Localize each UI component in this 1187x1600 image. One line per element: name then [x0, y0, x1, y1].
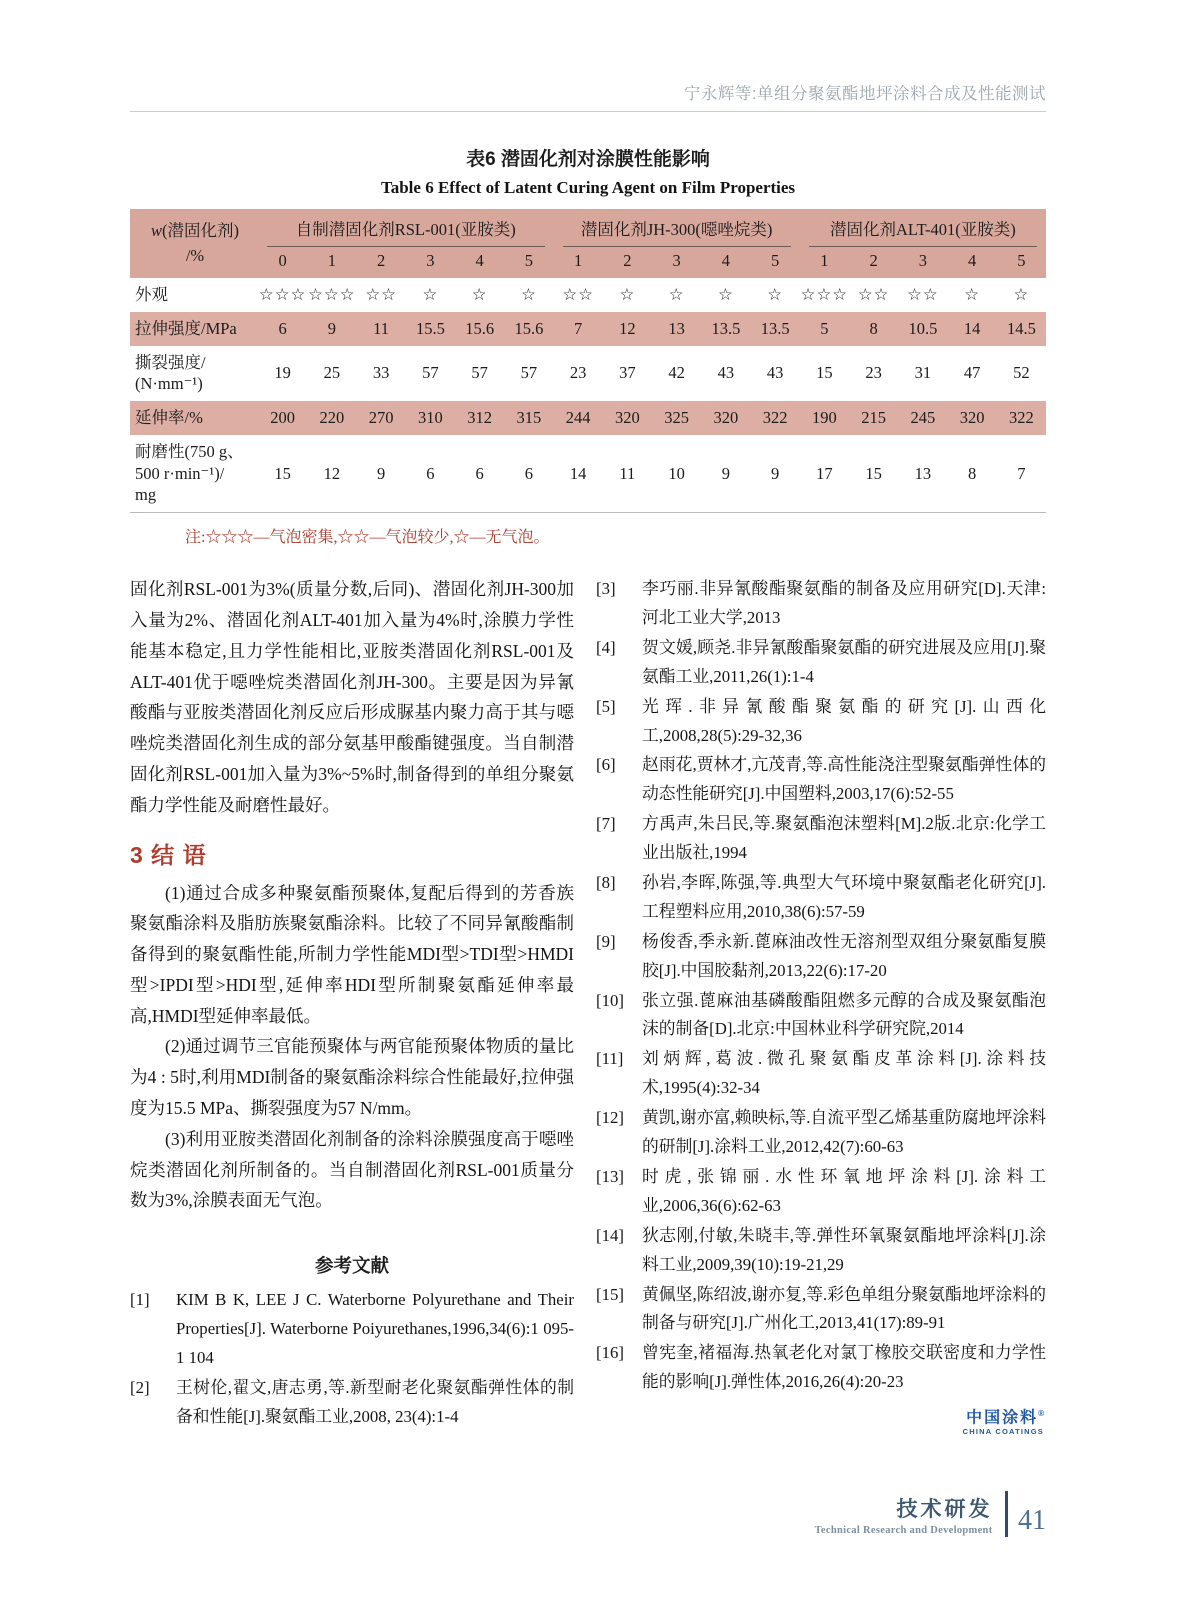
dose-header-cell: 1	[307, 247, 356, 278]
value-cell: 190	[800, 401, 849, 435]
china-coatings-logo	[596, 1409, 1046, 1436]
value-cell: 15	[816, 363, 833, 383]
value-cell: 23	[569, 363, 587, 383]
reference-text: 贺文媛,顾尧.非异氰酸酯聚氨酯的研究进展及应用[J].聚氨酯工业,2011,26(1):1-4	[642, 637, 1046, 686]
dose-header-cell: 2	[357, 247, 406, 278]
value-cell: 11	[619, 463, 636, 483]
reference-item	[596, 928, 1046, 986]
conclusion-paragraph: (1)通过合成多种聚氨酯预聚体,复配后得到的芳香族聚氨酯涂料及脂肪族聚氨酯涂料。比较了不同异氰酸酯制备得到的聚氨酯性能,所制力学性能MDI型>TDI型>HMDI型>IPDI型>HDI型,延伸率HDI型所制聚氨酯延伸率最高,HMDI型延伸率最低。	[130, 882, 574, 1026]
reference-item	[596, 869, 1046, 927]
reference-item	[596, 1281, 1046, 1339]
reference-number: [10]	[596, 990, 624, 1010]
value-cell: ☆☆☆	[308, 285, 356, 304]
value-cell: 57	[471, 363, 488, 383]
reference-item	[596, 1045, 1046, 1103]
value-cell: 9	[307, 312, 356, 346]
dose-header-cell: 2	[849, 247, 898, 278]
reference-item	[596, 1339, 1046, 1397]
value-cell: 11	[357, 312, 406, 346]
group-header-cell	[554, 209, 800, 247]
logo-text-en: CHINA COATINGS	[962, 1426, 1044, 1436]
reference-text: 杨俊香,季永新.蓖麻油改性无溶剂型双组分聚氨酯复膜胶[J].中国胶黏剂,2013,22(6):17-20	[642, 931, 1046, 980]
value-cell: ☆	[964, 285, 981, 304]
value-cell: 7	[1017, 463, 1026, 483]
continued-paragraph: 固化剂RSL-001为3%(质量分数,后同)、潜固化剂JH-300加入量为2%、潜固化剂ALT-401加入量为4%时,涂膜力学性能基本稳定,且力学性能相比,亚胺类潜固化剂RSL-001及ALT-401优于噁唑烷类潜固化剂JH-300。主要是因为异氰酸酯与亚胺类潜固化剂反应后形成脲基内聚力高于其与噁唑烷类潜固化剂生成的部分氨基甲酸酯键强度。当自制潜固化剂RSL-001加入量为3%~5%时,制备得到的单组分聚氨酯力学性能及耐磨性最好。	[130, 579, 574, 815]
reference-item	[596, 810, 1046, 868]
reference-text: 黄凯,谢亦富,赖映标,等.自流平型乙烯基重防腐地坪涂料的研制[J].涂料工业,2012,42(7):60-63	[642, 1108, 1046, 1157]
reference-item	[596, 1163, 1046, 1221]
value-cell: 215	[849, 401, 898, 435]
dose-header-cell: 4	[701, 247, 750, 278]
value-cell: 320	[603, 401, 652, 435]
table-row	[130, 278, 1046, 312]
reference-number: [4]	[596, 637, 616, 657]
value-cell: 312	[455, 401, 504, 435]
reference-text: 赵雨花,贾林才,亢茂青,等.高性能浇注型聚氨酯弹性体的动态性能研究[J].中国塑料,2003,17(6):52-55	[642, 755, 1046, 804]
value-cell: 9	[771, 463, 780, 483]
value-cell: ☆	[471, 285, 488, 304]
reference-number: [3]	[596, 579, 616, 599]
footer-divider	[1005, 1491, 1009, 1537]
value-cell: 310	[406, 401, 455, 435]
reference-item	[596, 693, 1046, 751]
reference-text: 孙岩,李晖,陈强,等.典型大气环境中聚氨酯老化研究[J].工程塑料应用,2010,38(6):57-59	[642, 873, 1046, 921]
reference-number: [11]	[596, 1049, 624, 1069]
table-header-row-doses	[130, 247, 1046, 278]
value-cell: 57	[422, 363, 439, 383]
value-cell: 270	[357, 401, 406, 435]
value-cell: 57	[520, 363, 538, 383]
page-number: 41	[1018, 1505, 1046, 1536]
value-cell: 13.5	[701, 312, 750, 346]
value-cell: 25	[323, 363, 341, 383]
reference-list-right	[596, 575, 1046, 1397]
group-label: 潜固化剂JH-300(噁唑烷类)	[563, 216, 791, 247]
logo-text-zh: 中国涂料	[966, 1409, 1039, 1427]
header-rule	[130, 111, 1046, 112]
value-cell: 325	[652, 401, 701, 435]
reference-item	[130, 1374, 574, 1432]
reference-list-left	[130, 1286, 574, 1431]
footer-section-en: Technical Research and Development	[814, 1524, 993, 1536]
dose-header-cell: 4	[455, 247, 504, 278]
value-cell: 15.6	[504, 312, 553, 346]
row-label-cell: 延伸率/%	[130, 401, 258, 435]
logo-registered-mark: ®	[1038, 1409, 1044, 1419]
value-cell: ☆	[767, 285, 784, 304]
reference-number: [15]	[596, 1284, 624, 1304]
value-cell: 14	[948, 312, 997, 346]
group-header-cell	[800, 209, 1046, 247]
value-cell: ☆☆	[857, 285, 890, 304]
value-cell: 37	[619, 363, 636, 383]
dose-header-cell: 3	[898, 247, 947, 278]
reference-number: [2]	[130, 1377, 150, 1397]
reference-text: 张立强.蓖麻油基磷酸酯阻燃多元醇的合成及聚氨酯泡沫的制备[D].北京:中国林业科学研究院,2014	[642, 990, 1046, 1039]
value-cell: 13.5	[751, 312, 800, 346]
dose-header-cell: 4	[948, 247, 997, 278]
reference-text: 狄志刚,付敏,朱晓丰,等.弹性环氧聚氨酯地坪涂料[J].涂料工业,2009,39(10):19-21,29	[642, 1225, 1046, 1274]
value-cell: 52	[1013, 363, 1030, 383]
reference-text: 方禹声,朱吕民,等.聚氨酯泡沫塑料[M].2版.北京:化学工业出版社,1994	[642, 814, 1046, 863]
value-cell: ☆	[619, 285, 636, 304]
reference-text: 王树伦,翟文,唐志勇,等.新型耐老化聚氨酯弹性体的制备和性能[J].聚氨酯工业,2008, 23(4):1-4	[176, 1377, 574, 1426]
value-cell: 245	[898, 401, 947, 435]
dose-header-cell: 5	[751, 247, 800, 278]
page-footer	[815, 1491, 1046, 1537]
table-header-row-groups	[130, 209, 1046, 247]
group-label: 自制潜固化剂RSL-001(亚胺类)	[267, 216, 545, 247]
dose-header-cell: 2	[603, 247, 652, 278]
dose-header-cell: 3	[652, 247, 701, 278]
value-cell: 7	[554, 312, 603, 346]
value-cell: 23	[865, 363, 882, 383]
row-label-cell: 撕裂强度/ (N·mm⁻¹)	[135, 352, 206, 394]
value-cell: 220	[307, 401, 356, 435]
dose-header-cell: 3	[406, 247, 455, 278]
value-cell: 5	[800, 312, 849, 346]
section-heading: 3 结 语	[130, 841, 207, 868]
table-note: 注:☆☆☆—气泡密集,☆☆—气泡较少,☆—无气泡。	[185, 529, 550, 547]
conclusion-paragraphs	[130, 878, 574, 1217]
value-cell: 9	[377, 463, 386, 483]
reference-text: 光珲.非异氰酸酯聚氨酯的研究[J].山西化工,2008,28(5):29-32,36	[642, 696, 1046, 745]
conclusion-paragraph: (3)利用亚胺类潜固化剂制备的涂料涂膜强度高于噁唑烷类潜固化剂所制备的。当自制潜固化剂RSL-001质量分数为3%,涂膜表面无气泡。	[130, 1128, 574, 1211]
value-cell: 6	[426, 463, 435, 483]
value-cell: ☆☆	[562, 285, 594, 304]
reference-item	[596, 634, 1046, 692]
reference-item	[130, 1286, 574, 1373]
references-heading: 参考文献	[314, 1255, 389, 1277]
value-cell: ☆	[422, 285, 439, 304]
value-cell: 10	[668, 463, 685, 483]
value-cell: 47	[963, 363, 981, 383]
value-cell: 43	[766, 363, 784, 383]
reference-number: [5]	[596, 696, 616, 716]
table-stub-header: w(潜固化剂) /%	[130, 209, 258, 278]
value-cell: 12	[323, 463, 341, 483]
running-head	[130, 0, 1046, 104]
page-content	[130, 0, 1046, 1436]
row-label-cell: 耐磨性(750 g、 500 r·min⁻¹)/ mg	[135, 441, 244, 505]
two-column-body	[130, 574, 1046, 1436]
value-cell: 6	[258, 312, 307, 346]
value-cell: 13	[652, 312, 701, 346]
dose-header-cell: 1	[800, 247, 849, 278]
reference-item	[596, 751, 1046, 809]
reference-item	[596, 1222, 1046, 1280]
value-cell: 42	[668, 363, 685, 383]
dose-header-cell: 5	[504, 247, 553, 278]
reference-text: 黄佩坚,陈绍波,谢亦复,等.彩色单组分聚氨酯地坪涂料的制备与研究[J].广州化工,2013,41(17):89-91	[642, 1284, 1046, 1333]
dose-header-cell: 0	[258, 247, 307, 278]
value-cell: 14	[569, 463, 587, 483]
group-label: 潜固化剂ALT-401(亚胺类)	[809, 216, 1037, 247]
table-title-zh: 表6 潜固化剂对涂膜性能影响	[466, 149, 710, 170]
value-cell: ☆	[717, 285, 734, 304]
value-cell: 320	[948, 401, 997, 435]
value-cell: 322	[751, 401, 800, 435]
footer-section-zh: 技术研发	[896, 1497, 993, 1521]
reference-text: 刘炳辉,葛波.微孔聚氨酯皮革涂料[J].涂料技术,1995(4):32-34	[642, 1049, 1046, 1098]
reference-item	[596, 575, 1046, 633]
reference-number: [16]	[596, 1343, 624, 1363]
reference-number: [8]	[596, 873, 616, 893]
value-cell: 6	[475, 463, 484, 483]
value-cell: 10.5	[898, 312, 947, 346]
value-cell: 320	[701, 401, 750, 435]
value-cell: ☆☆	[907, 285, 939, 304]
group-header-cell	[258, 209, 554, 247]
row-label-cell: 外观	[135, 285, 168, 304]
row-label-cell: 拉伸强度/MPa	[130, 312, 258, 346]
left-column	[130, 574, 574, 1436]
value-cell: ☆☆☆	[258, 285, 307, 304]
value-cell: 8	[849, 312, 898, 346]
reference-item	[596, 987, 1046, 1045]
dose-header-cell: 5	[997, 247, 1046, 278]
dose-header-cell: 1	[554, 247, 603, 278]
table-row	[130, 435, 1046, 513]
reference-text: 曾宪奎,褚福海.热氧老化对氯丁橡胶交联密度和力学性能的影响[J].弹性体,2016,26(4):20-23	[642, 1343, 1046, 1392]
reference-text: 时虎,张锦丽.水性环氧地坪涂料[J].涂料工业,2006,36(6):62-63	[642, 1166, 1046, 1215]
reference-text: 李巧丽.非异氰酸酯聚氨酯的制备及应用研究[D].天津:河北工业大学,2013	[642, 579, 1046, 628]
conclusion-paragraph: (2)通过调节三官能预聚体与两官能预聚体物质的量比为4 : 5时,利用MDI制备的聚氨酯涂料综合性能最好,拉伸强度为15.5 MPa、撕裂强度为57 N/mm。	[130, 1036, 574, 1119]
value-cell: ☆	[520, 285, 537, 304]
value-cell: ☆	[1013, 285, 1030, 304]
value-cell: 19	[274, 363, 291, 383]
value-cell: ☆☆☆	[800, 285, 849, 304]
value-cell: 322	[997, 401, 1046, 435]
results-table-body	[130, 278, 1046, 513]
running-title: 宁永辉等:单组分聚氨酯地坪涂料合成及性能测试	[683, 85, 1046, 103]
value-cell: 15.5	[406, 312, 455, 346]
reference-number: [13]	[596, 1166, 624, 1186]
results-table-head	[130, 209, 1046, 278]
value-cell: 31	[914, 363, 932, 383]
value-cell: 15	[274, 463, 291, 483]
table-row	[130, 401, 1046, 435]
value-cell: 14.5	[997, 312, 1046, 346]
table-row	[130, 346, 1046, 402]
table-title-en: Table 6 Effect of Latent Curing Agent on Film Properties	[380, 178, 796, 197]
value-cell: 13	[914, 463, 932, 483]
reference-number: [12]	[596, 1108, 624, 1128]
value-cell: 244	[554, 401, 603, 435]
value-cell: 8	[968, 463, 977, 483]
right-column	[596, 574, 1046, 1436]
value-cell: 17	[816, 463, 833, 483]
value-cell: 43	[717, 363, 735, 383]
value-cell: 6	[524, 463, 533, 483]
value-cell: 33	[372, 363, 390, 383]
reference-number: [14]	[596, 1225, 624, 1245]
value-cell: 9	[721, 463, 730, 483]
value-cell: 15	[865, 463, 882, 483]
footer-section	[815, 1493, 993, 1536]
results-table	[130, 209, 1046, 513]
value-cell: 15.6	[455, 312, 504, 346]
reference-number: [9]	[596, 931, 616, 951]
value-cell: 200	[258, 401, 307, 435]
reference-number: [7]	[596, 814, 616, 834]
reference-number: [6]	[596, 755, 616, 775]
value-cell: ☆	[668, 285, 685, 304]
value-cell: ☆☆	[365, 285, 397, 304]
reference-item	[596, 1104, 1046, 1162]
reference-number: [1]	[130, 1290, 150, 1310]
reference-text: KIM B K, LEE J C. Waterborne Polyurethane and Their Properties[J]. Waterborne Poiyurethanes,1996,34(6):1 095-1 104	[176, 1290, 574, 1368]
value-cell: 315	[504, 401, 553, 435]
value-cell: 12	[603, 312, 652, 346]
table-row	[130, 312, 1046, 346]
